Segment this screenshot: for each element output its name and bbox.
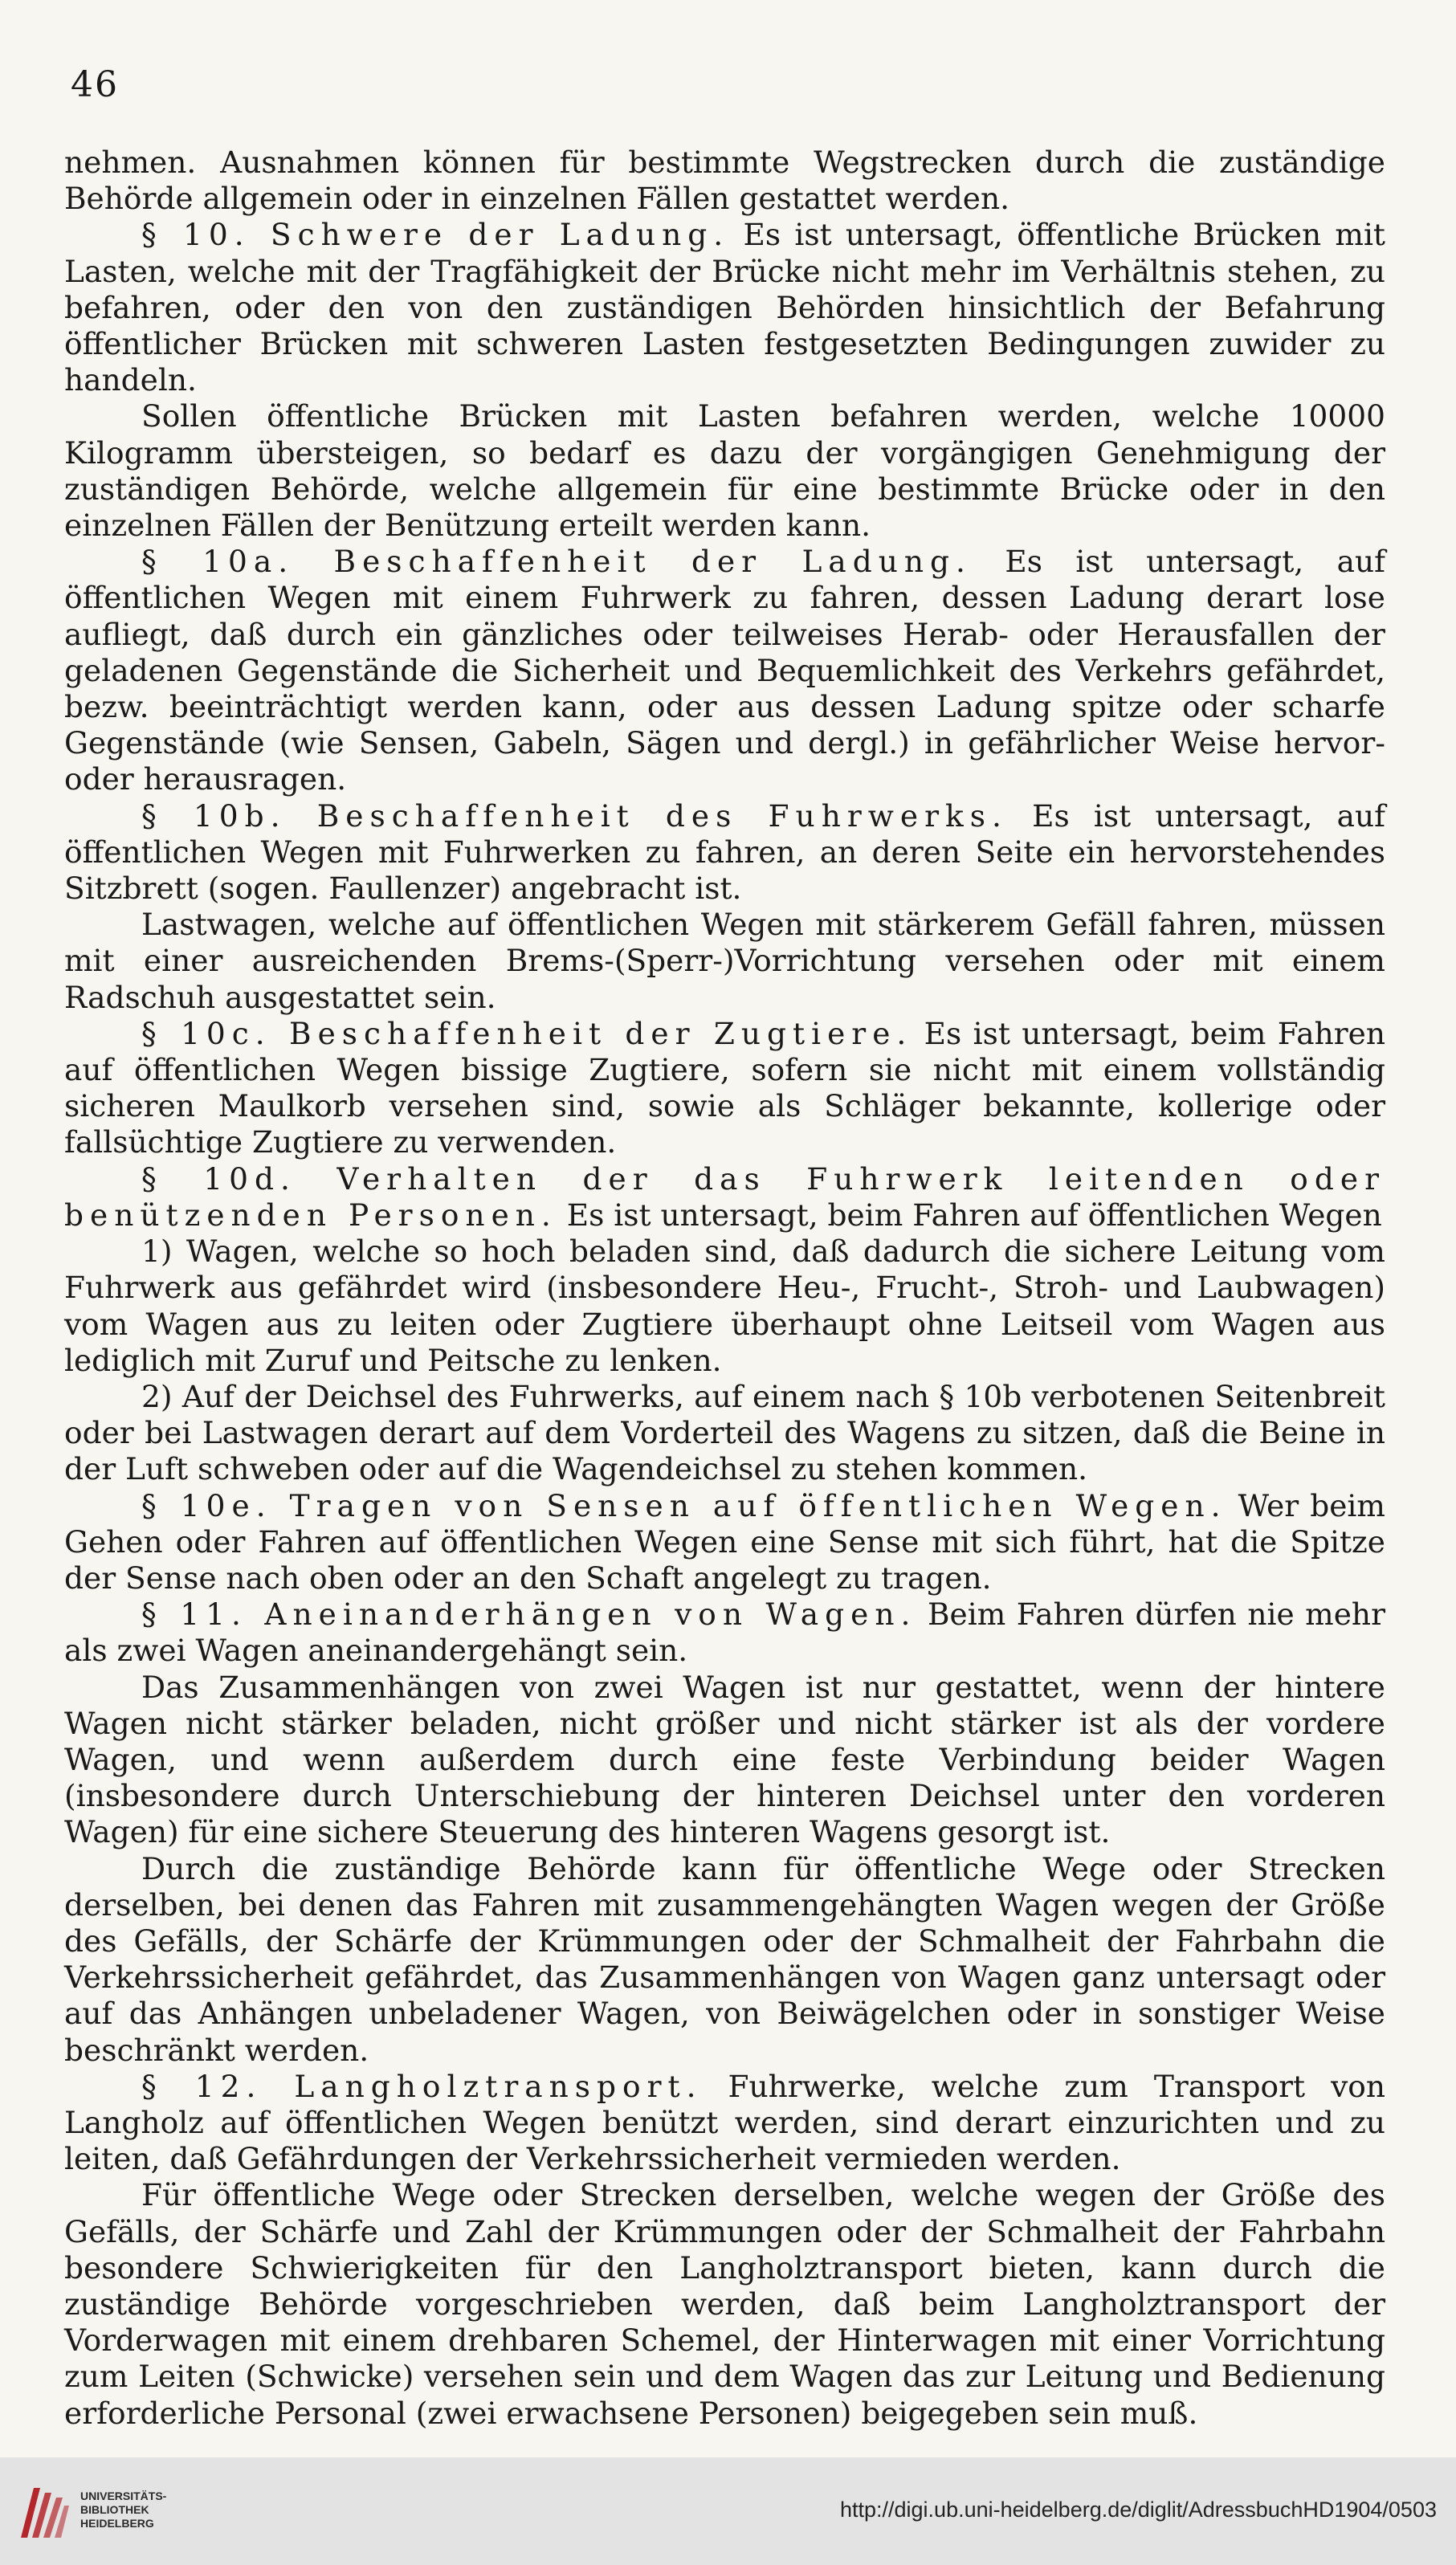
- paragraph: [64, 544, 1385, 797]
- section-heading: § 10d. Verhalten der das Fuhrwerk leitenden oder benützenden Personen.: [64, 1160, 1385, 1233]
- section-heading: § 10. Schwere der Ladung.: [141, 217, 730, 253]
- paragraph-text: Es ist untersagt, beim Fahren auf öffentlichen Wegen: [557, 1197, 1382, 1233]
- paragraph-text: 2) Auf der Deichsel des Fuhrwerks, auf einem nach § 10b verbotenen Seitenbreit oder bei Lastwagen derart auf dem Vorderteil des Wagens zu sitzen, daß die Beine in der Luft schweben oder auf die Wagendeichsel zu stehen kommen.: [64, 1378, 1385, 1487]
- paragraph: [64, 398, 1385, 544]
- paragraph: [64, 2069, 1385, 2178]
- paragraph-text: Sollen öffentliche Brücken mit Lasten befahren werden, welche 10000 Kilogramm übersteigen, so bedarf es dazu der vorgängigen Genehmigung der zuständigen Behörde, welche allgemein für eine bestimmte Brücke oder in den einzelnen Fällen der Benützung erteilt werden kann.: [64, 398, 1385, 544]
- footer-bar: [0, 2457, 1456, 2565]
- logo-line: BIBLIOTHEK: [80, 2503, 149, 2516]
- paragraph: [64, 1234, 1385, 1379]
- logo-line: HEIDELBERG: [80, 2517, 154, 2530]
- paragraph-text: Wer beim Gehen oder Fahren auf öffentlichen Wegen eine Sense mit sich führt, hat die Spitze der Sense nach oben oder an den Schaft angelegt zu tragen.: [64, 1487, 1385, 1596]
- paragraph: [64, 2177, 1385, 2431]
- library-seal-icon: [16, 2481, 72, 2542]
- section-heading: § 10b. Beschaffenheit des Fuhrwerks.: [141, 797, 1008, 834]
- section-heading: § 10e. Tragen von Sensen auf öffentlichen Wegen.: [141, 1487, 1227, 1523]
- paragraph: [64, 1851, 1385, 2069]
- paragraph: [64, 1379, 1385, 1488]
- paragraph-text: Es ist untersagt, auf öffentlichen Wegen mit Fuhrwerken zu fahren, an deren Seite ein hervorstehendes Sitzbrett (sogen. Faullenzer) angebracht ist.: [64, 797, 1385, 907]
- paragraph-text: Lastwagen, welche auf öffentlichen Wegen mit stärkerem Gefäll fahren, müssen mit einer ausreichenden Brems-(Sperr-)Vorrichtung versehen oder mit einem Radschuh ausgestattet sein.: [64, 907, 1385, 1015]
- page-number: 46: [71, 64, 119, 105]
- paragraph-text: Es ist untersagt, öffentliche Brücken mit Lasten, welche mit der Tragfähigkeit der Brücke nicht mehr im Verhältnis stehen, zu befahren, oder den von den zuständigen Behörden hinsichtlich der Befahrung öffentlicher Brücken mit schweren Lasten festgesetzten Bedingungen zuwider zu handeln.: [64, 217, 1386, 398]
- paragraph-text: Durch die zuständige Behörde kann für öffentliche Wege oder Strecken derselben, bei denen das Fahren mit zusammengehängten Wagen wegen der Größe des Gefälls, der Schärfe der Krümmungen oder der Schmalheit der Fahrbahn die Verkehrssicherheit gefährdet, das Zusammenhängen von Wagen ganz untersagt oder auf das Anhängen unbeladener Wagen, von Beiwägelchen oder in sonstiger Weise beschränkt werden.: [64, 1850, 1385, 2068]
- library-name: [80, 2490, 166, 2530]
- paragraph-text: Es ist untersagt, beim Fahren auf öffentlichen Wegen bissige Zugtiere, sofern sie nicht mit einem vollständig sicheren Maulkorb versehen sind, sowie als Schläger bekannte, kollerige oder fallsüchtige Zugtiere zu verwenden.: [64, 1015, 1385, 1160]
- paragraph-text: Fuhrwerke, welche zum Transport von Langholz auf öffentlichen Wegen benützt werden, sind derart einzurichten und zu leiten, daß Gefährdungen der Verkehrssicherheit vermieden werden.: [64, 2068, 1385, 2177]
- paragraph-text: Beim Fahren dürfen nie mehr als zwei Wagen aneinandergehängt sein.: [64, 1596, 1385, 1669]
- paragraph: [64, 1016, 1385, 1161]
- paragraph-text: nehmen. Ausnahmen können für bestimmte Wegstrecken durch die zuständige Behörde allgemein oder in einzelnen Fällen gestattet werden.: [64, 145, 1385, 217]
- paragraph: [64, 907, 1385, 1016]
- source-url-link[interactable]: http://digi.ub.uni-heidelberg.de/diglit/AdressbuchHD1904/0503: [839, 2498, 1437, 2522]
- paragraph-text: Es ist untersagt, auf öffentlichen Wegen mit einem Fuhrwerk zu fahren, dessen Ladung derart lose aufliegt, daß durch ein gänzliches oder teilweises Herab- oder Herausfallen der geladenen Gegenstände die Sicherheit und Bequemlichkeit des Verkehrs gefährdet, bezw. beeinträchtigt werden kann, oder aus dessen Ladung spitze oder scharfe Gegenstände (wie Sensen, Gabeln, Sägen und dergl.) in gefährlicher Weise hervor- oder herausragen.: [64, 544, 1385, 797]
- paragraph: [64, 798, 1385, 907]
- library-logo[interactable]: [16, 2481, 185, 2542]
- section-heading: § 12. Langholztransport.: [141, 2068, 703, 2104]
- section-heading: § 10a. Beschaffenheit der Ladung.: [141, 544, 972, 580]
- logo-line: UNIVERSITÄTS-: [80, 2490, 167, 2502]
- section-heading: § 11. Aneinanderhängen von Wagen.: [141, 1596, 917, 1633]
- paragraph-text: Das Zusammenhängen von zwei Wagen ist nur gestattet, wenn der hintere Wagen nicht stärker beladen, nicht größer und nicht stärker ist als der vordere Wagen, und wenn außerdem durch eine feste Verbindung beider Wagen (insbesondere durch Unterschiebung der hinteren Deichsel unter den vorderen Wagen) für eine sichere Steuerung des hinteren Wagens gesorgt ist.: [64, 1669, 1385, 1850]
- paragraph: [64, 217, 1385, 398]
- paragraph: [64, 145, 1385, 217]
- paragraph-text: Für öffentliche Wege oder Strecken derselben, welche wegen der Größe des Gefälls, der Schärfe und Zahl der Krümmungen oder der Schmalheit der Fahrbahn besondere Schwierigkeiten für den Langholztransport bieten, kann durch die zuständige Behörde vorgeschrieben werden, daß beim Langholztransport der Vorderwagen mit einem drehbaren Schemel, der Hinterwagen mit einer Vorrichtung zum Leiten (Schwicke) versehen sein und dem Wagen das zur Leitung und Bedienung erforderliche Personal (zwei erwachsene Personen) beigegeben sein muß.: [64, 2177, 1385, 2431]
- paragraph: [64, 1488, 1385, 1597]
- paragraph: [64, 1670, 1385, 1851]
- body-text: [64, 145, 1385, 2432]
- paragraph: [64, 1596, 1385, 1669]
- section-heading: § 10c. Beschaffenheit der Zugtiere.: [141, 1015, 913, 1051]
- paragraph: [64, 1161, 1385, 1234]
- paragraph-text: 1) Wagen, welche so hoch beladen sind, daß dadurch die sichere Leitung vom Fuhrwerk aus gefährdet wird (insbesondere Heu-, Frucht-, Stroh- und Laubwagen) vom Wagen aus zu leiten oder Zugtiere überhaupt ohne Leitseil vom Wagen aus lediglich mit Zuruf und Peitsche zu lenken.: [64, 1234, 1385, 1378]
